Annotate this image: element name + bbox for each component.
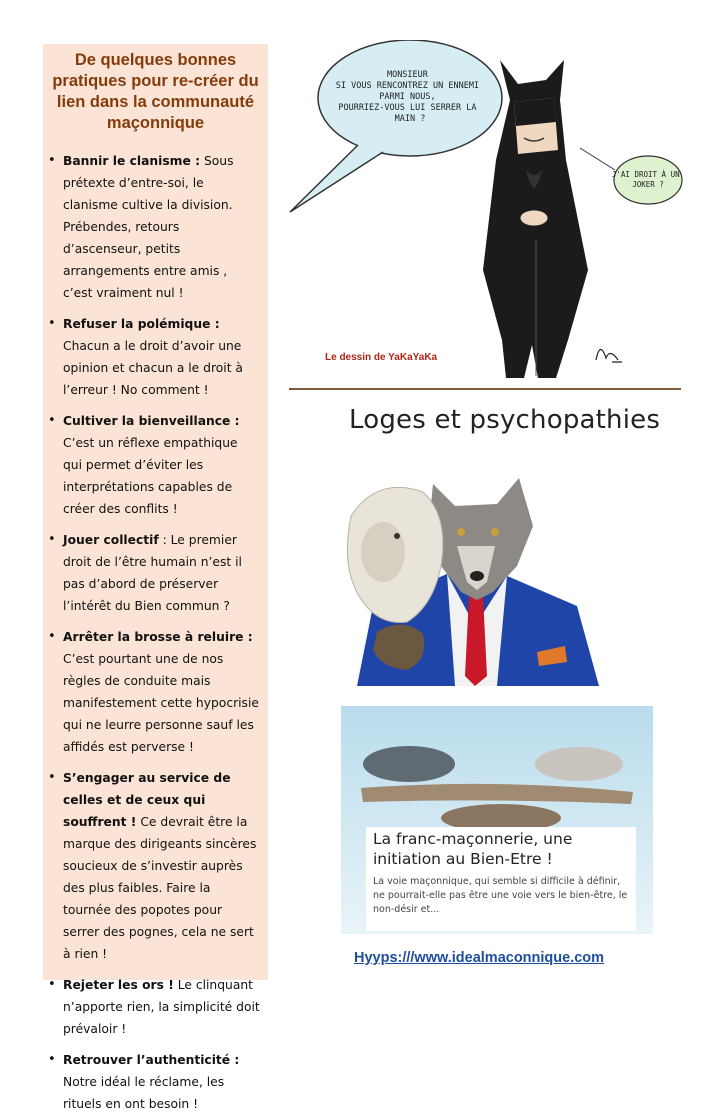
list-item xyxy=(48,974,260,1040)
item-lead: Jouer collectif xyxy=(63,533,159,547)
practices-sidebar xyxy=(43,44,268,1111)
list-item xyxy=(48,767,260,965)
item-text: Notre idéal le réclame, les rituels en ont besoin ! xyxy=(63,1075,225,1111)
list-item xyxy=(48,150,260,304)
item-lead: Rejeter les ors ! xyxy=(63,978,174,992)
bullet-icon: • xyxy=(48,153,56,168)
list-item xyxy=(48,410,260,520)
bullet-icon: • xyxy=(48,629,56,644)
bullet-icon: • xyxy=(48,316,56,331)
left-stone xyxy=(363,746,455,782)
item-text: C’est pourtant une de nos règles de conduite mais manifestement cette hypocrisie qui ne leurre personne sauf les affidés est perverse ! xyxy=(63,652,259,754)
list-item xyxy=(48,626,260,758)
item-text: Le clinquant n’apporte rien, la simplicité doit prévaloir ! xyxy=(63,978,260,1036)
artist-signature xyxy=(596,349,622,362)
batman-cartoon xyxy=(288,40,683,380)
item-lead: Retrouver l’authenticité : xyxy=(63,1053,240,1067)
bullet-icon: • xyxy=(48,532,56,547)
website-link[interactable]: Hyyps:///www.idealmaconnique.com xyxy=(354,950,605,966)
wolf-in-sheep-mask-image xyxy=(337,456,609,686)
bullet-icon: • xyxy=(48,413,56,428)
bullet-icon: • xyxy=(48,1052,56,1067)
sidebar-title: De quelques bonnes pratiques pour re-créer du lien dans la communauté maçonnique xyxy=(52,51,259,132)
reply-line: JOKER ? xyxy=(632,180,664,189)
right-stone xyxy=(535,747,623,781)
cartoon-credit: Le dessin de YaKaYaKa xyxy=(325,352,438,363)
article-heading: Loges et psychopathies xyxy=(349,405,661,435)
reply-line: J'AI DROIT À UN xyxy=(611,170,680,179)
item-text: Chacun a le droit d’avoir une opinion et chacun a le droit à l’erreur ! No comment ! xyxy=(63,339,243,397)
article-card-excerpt: La voie maçonnique, qui semble si difficile à définir, ne pourrait-elle pas être une voie vers le bien-être, le non-désir et... xyxy=(373,876,628,915)
bubble-line: MONSIEUR xyxy=(386,70,428,80)
practice-list xyxy=(48,150,260,1115)
item-lead: Arrêter la brosse à reluire : xyxy=(63,630,253,644)
item-lead: S’engager au service de celles et de ceux qui souffrent ! xyxy=(63,771,231,829)
list-item xyxy=(48,1049,260,1115)
speech-bubble-tail xyxy=(290,145,383,212)
article-card-title[interactable]: La franc-maçonnerie, une initiation au Bien-Etre ! xyxy=(373,830,573,868)
item-text: : Le premier droit de l’être humain n’est il pas d’abord de préserver l’intérêt du Bien commun ? xyxy=(63,533,242,613)
bubble-line: POURRIEZ-VOUS LUI SERRER LA xyxy=(338,103,477,113)
reply-bubble-pointer xyxy=(580,148,615,170)
bubble-line: PARMI NOUS, xyxy=(379,92,436,102)
section-divider xyxy=(289,388,681,390)
item-text: Sous prétexte d’entre-soi, le clanisme cultive la division. Prébendes, retours d’ascenseur, petits arrangements entre amis , c’est vraiment nul ! xyxy=(63,154,234,300)
item-text: C’est un réflexe empathique qui permet d’éviter les interprétations capables de créer des conflits ! xyxy=(63,436,238,516)
bullet-icon: • xyxy=(48,977,56,992)
bubble-line: SI VOUS RENCONTREZ UN ENNEMI xyxy=(335,81,480,91)
item-lead: Cultiver la bienveillance : xyxy=(63,414,240,428)
item-text: Ce devrait être la marque des dirigeants sincères soucieux de s’investir auprès des plus faibles. Faire la tournée des popotes pour serrer des pognes, cela ne sert à rien ! xyxy=(63,815,257,961)
list-item xyxy=(48,529,260,617)
list-item xyxy=(48,313,260,401)
article-card[interactable] xyxy=(366,827,636,931)
bullet-icon: • xyxy=(48,770,56,785)
bubble-line: MAIN ? xyxy=(394,114,426,124)
item-lead: Refuser la polémique : xyxy=(63,317,220,331)
item-lead: Bannir le clanisme : xyxy=(63,154,201,168)
